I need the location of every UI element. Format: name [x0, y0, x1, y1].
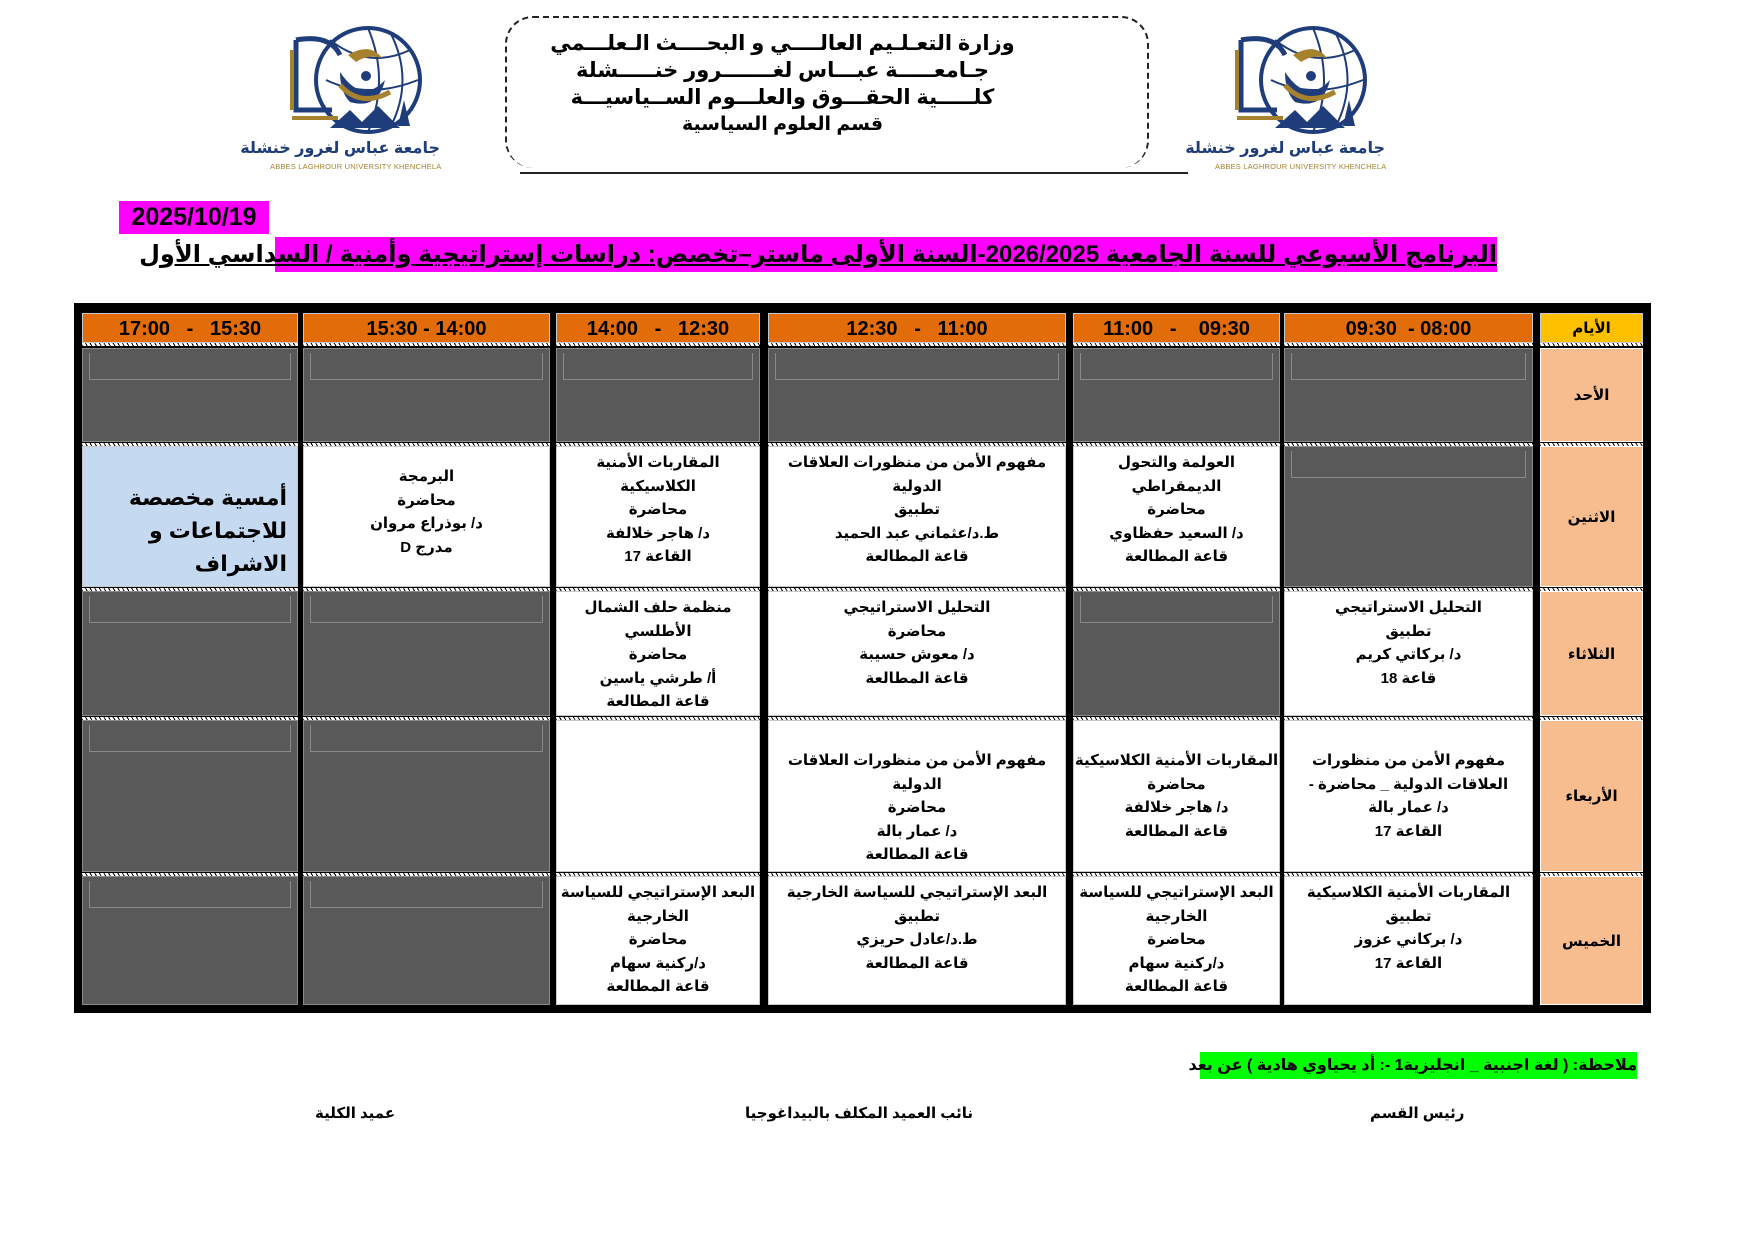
course-title: البرمجة	[398, 468, 455, 485]
ministry-name: وزارة التعـلـيم العالــــي و البحــــث الـعلـــمي	[550, 32, 1015, 55]
course-slot	[556, 876, 760, 1005]
course-detail: تطبيق	[893, 907, 940, 925]
course-detail: قاعة المطالعة	[1124, 822, 1229, 840]
empty-slot-inner	[89, 353, 291, 380]
empty-slot-inner	[1291, 451, 1526, 478]
course-detail: ط.د/عثماني عبد الحميد	[834, 524, 1000, 542]
course-title: مفهوم الأمن من منظورات العلاقات	[787, 454, 1047, 471]
course-title: منظمة حلف الشمال	[584, 599, 732, 616]
evening-meetings-slot	[82, 446, 298, 587]
course-detail: د/ عمار بالة	[1368, 799, 1449, 816]
logo-english-name: ABBES LAGHROUR UNIVERSITY KHENCHELA	[1215, 162, 1387, 171]
course-detail: د/ بركاني عزوز	[1354, 931, 1463, 948]
empty-slot	[1073, 591, 1280, 716]
row-separator	[82, 343, 298, 346]
empty-slot	[82, 720, 298, 872]
course-detail: للاجتماعات و	[149, 518, 287, 543]
course-detail: محاضرة	[397, 491, 456, 509]
empty-slot	[82, 348, 298, 442]
university-name: جـامعـــــة عبـــاس لغـــــــرور خنـــــشلة	[576, 59, 989, 82]
day-label: الاثنين	[1540, 446, 1643, 587]
signature-dean: عميد الكلية	[315, 1105, 396, 1122]
signature-vice-dean: نائب العميد المكلف بالبيداغوجيا	[745, 1105, 974, 1122]
course-detail: محاضرة	[887, 622, 947, 640]
day-label: الأحد	[1540, 348, 1643, 442]
course-detail: محاضرة	[628, 646, 688, 663]
course-detail: محاضرة	[887, 799, 947, 816]
course-detail: محاضرة	[1147, 931, 1206, 948]
course-slot	[768, 876, 1066, 1005]
course-detail: تطبيق	[893, 501, 940, 518]
course-slot	[303, 446, 550, 587]
department-name: قسم العلوم السياسية	[681, 114, 884, 135]
course-slot	[768, 591, 1066, 716]
row-separator	[1540, 343, 1643, 346]
course-detail: الدولية	[892, 477, 942, 495]
course-slot	[1073, 446, 1280, 587]
course-detail: د/ركنية سهام	[1128, 954, 1225, 972]
empty-slot-inner	[89, 881, 291, 908]
course-detail: قاعة المطالعة	[865, 669, 969, 687]
row-separator	[556, 343, 760, 346]
header-divider	[520, 172, 1188, 174]
course-detail: د/ هاجر خلالفة	[1124, 799, 1229, 816]
empty-slot-inner	[89, 596, 291, 623]
empty-slot-inner	[89, 725, 291, 752]
row-separator	[1073, 343, 1280, 346]
empty-slot	[303, 720, 550, 872]
row-separator	[303, 343, 550, 346]
course-slot	[556, 591, 760, 716]
course-detail: أ/ طرشي ياسين	[599, 669, 717, 687]
course-detail: الخارجية	[627, 907, 689, 925]
empty-slot	[303, 876, 550, 1005]
course-detail: محاضرة	[628, 501, 688, 518]
course-detail: قاعة المطالعة	[865, 548, 969, 565]
course-detail: قاعة المطالعة	[606, 978, 710, 995]
empty-slot-inner	[775, 353, 1059, 380]
course-detail: د/ عمار بالة	[876, 822, 958, 840]
university-logo-right	[1185, 10, 1387, 180]
empty-slot-inner	[1291, 353, 1526, 380]
course-detail: القاعة 17	[1374, 822, 1443, 840]
course-title: العولمة والتحول الديمقراطي	[1117, 454, 1236, 495]
course-detail: قاعة المطالعة	[606, 693, 710, 710]
course-title: البعد الإستراتيجي للسياسة	[1079, 884, 1274, 901]
day-label: الثلاثاء	[1540, 591, 1643, 716]
signature-department-head: رئيس القسم	[1370, 1105, 1465, 1122]
course-detail: تطبيق	[1385, 622, 1432, 640]
course-slot	[1073, 720, 1280, 872]
empty-slot	[1284, 348, 1533, 442]
course-detail: القاعة 17	[624, 548, 692, 565]
time-slot-header: 15:30 - 14:00	[303, 313, 550, 343]
course-title: البعد الإستراتيجي للسياسة	[560, 884, 756, 901]
course-detail: الاشراف	[194, 551, 287, 576]
course-detail: قاعة المطالعة	[1124, 548, 1229, 565]
course-slot	[768, 720, 1066, 872]
day-label: الخميس	[1540, 876, 1643, 1005]
course-slot	[556, 446, 760, 587]
course-slot	[768, 446, 1066, 587]
empty-slot	[1284, 446, 1533, 587]
course-slot	[1284, 876, 1533, 1005]
empty-slot-inner	[1080, 596, 1273, 623]
course-detail: تطبيق	[1385, 907, 1432, 925]
course-detail: قاعة 18	[1380, 669, 1437, 687]
course-title: المقاربات الأمنية الكلاسيكية	[596, 454, 720, 495]
course-detail: قاعة المطالعة	[1124, 978, 1229, 995]
course-detail: القاعة 17	[1374, 954, 1443, 972]
empty-slot-inner	[310, 881, 543, 908]
time-slot-header: 17:00 - 15:30	[82, 313, 298, 343]
course-detail: العلاقات الدولية _ محاضرة -	[1308, 775, 1509, 793]
course-detail: د/ هاجر خلالفة	[605, 524, 711, 542]
logo-arabic-name: جامعة عباس لغرور خنشلة	[240, 140, 440, 157]
course-detail: الأطلسي	[624, 622, 692, 640]
course-title: المقاربات الأمنية الكلاسيكية	[1074, 752, 1279, 769]
course-detail: قاعة المطالعة	[865, 846, 969, 863]
course-title: التحليل الاستراتيجي	[843, 599, 991, 616]
empty-slot-inner	[310, 725, 543, 752]
time-slot-header: 11:00 - 09:30	[1073, 313, 1280, 343]
empty-slot-inner	[1080, 353, 1273, 380]
logo-english-name: ABBES LAGHROUR UNIVERSITY KHENCHELA	[270, 162, 442, 171]
time-slot-header: 14:00 - 12:30	[556, 313, 760, 343]
course-slot	[1073, 876, 1280, 1005]
institution-header	[505, 30, 1060, 138]
course-detail: مدرج D	[400, 538, 453, 556]
empty-slot	[82, 591, 298, 716]
course-detail: الدولية	[892, 775, 942, 793]
row-separator	[768, 343, 1066, 346]
university-logo-left	[240, 10, 442, 180]
course-title: المقاربات الأمنية الكلاسيكية	[1306, 884, 1511, 901]
document-date: 2025/10/19	[119, 201, 269, 234]
empty-slot	[303, 348, 550, 442]
course-detail: قاعة المطالعة	[865, 954, 969, 972]
course-detail: محاضرة	[628, 931, 688, 948]
days-column-header: الأيام	[1540, 313, 1643, 343]
time-slot-header: 09:30 - 08:00	[1284, 313, 1533, 343]
empty-slot-inner	[563, 353, 753, 380]
row-separator	[1284, 343, 1533, 346]
course-detail: د/ركنية سهام	[609, 954, 706, 972]
course-slot	[1284, 720, 1533, 872]
course-detail: د/ السعيد حفظاوي	[1109, 524, 1244, 542]
empty-slot	[303, 591, 550, 716]
course-title: مفهوم الأمن من منظورات العلاقات	[787, 752, 1047, 769]
schedule-title: البرنامج الأسبوعي للسنة الجامعية 2026/2025-السنة الأولى ماستر–تخصص: دراسات إستراتيجية وأمنية / السداسي الأول	[275, 237, 1497, 272]
course-detail: ط.د/عادل حريزي	[856, 931, 978, 948]
course-detail: د/ بركاتي كريم	[1355, 646, 1462, 663]
course-detail: الخارجية	[1145, 907, 1208, 925]
empty-slot	[1073, 348, 1280, 442]
course-title: أمسية مخصصة	[128, 485, 287, 510]
course-title: التحليل الاستراتيجي	[1335, 599, 1482, 616]
course-detail: محاضرة	[1147, 501, 1206, 518]
course-slot	[556, 720, 760, 872]
course-detail: محاضرة	[1147, 775, 1206, 793]
course-title: البعد الإستراتيجي للسياسة الخارجية	[786, 884, 1048, 901]
course-detail: د/ بوذراع مروان	[370, 515, 483, 532]
empty-slot-inner	[310, 353, 543, 380]
course-detail: د/ معوش حسيبة	[859, 646, 975, 663]
course-slot	[1284, 591, 1533, 716]
time-slot-header: 12:30 - 11:00	[768, 313, 1066, 343]
empty-slot	[556, 348, 760, 442]
day-label: الأربعاء	[1540, 720, 1643, 872]
remote-class-note: ملاحظة: ( لغة اجنبية _ انجليزية1 -: أد يحياوي هادية ) عن بعد	[1200, 1052, 1637, 1079]
empty-slot	[82, 876, 298, 1005]
logo-arabic-name: جامعة عباس لغرور خنشلة	[1185, 140, 1385, 157]
empty-slot-inner	[310, 596, 543, 623]
faculty-name: كلـــــية الحقـــوق والعلـــوم الســياسيـــة	[570, 86, 995, 109]
empty-slot	[768, 348, 1066, 442]
course-title: مفهوم الأمن من منظورات	[1311, 752, 1506, 769]
